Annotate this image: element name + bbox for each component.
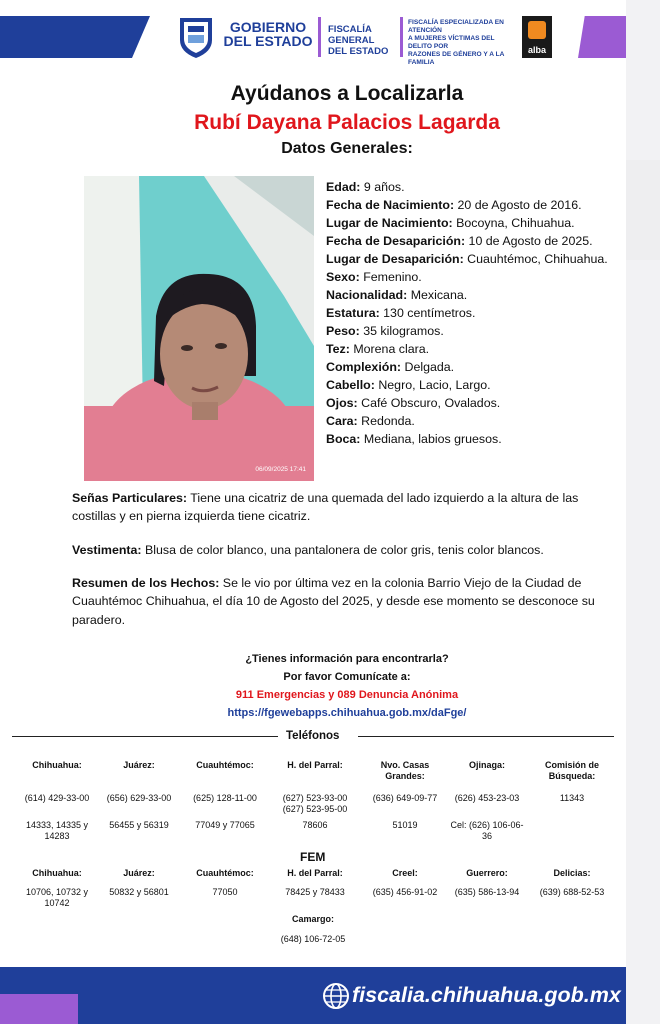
fem-header: Creel: — [392, 868, 418, 878]
tel-cell: (636) 649-09-77 — [372, 793, 438, 803]
tel-cell: (614) 429-33-00 — [24, 793, 90, 803]
telefonos-heading: Teléfonos — [286, 730, 340, 742]
state-shield-icon — [176, 14, 216, 60]
field-label: Cara: — [326, 414, 358, 428]
tel-header: Nvo. Casas Grandes: — [380, 760, 430, 781]
fem-header: Juárez: — [123, 868, 155, 878]
field-label: Estatura: — [326, 306, 380, 320]
field-value: 20 de Agosto de 2016. — [454, 198, 582, 212]
list-item — [326, 232, 616, 250]
senas-particulares — [72, 489, 624, 526]
tel-cell: (626) 453-23-03 — [454, 793, 520, 803]
field-value: Redonda. — [357, 414, 415, 428]
list-item — [326, 376, 616, 394]
tel-cell: 51019 — [392, 820, 418, 830]
field-label: Lugar de Desaparición: — [326, 252, 464, 266]
header-blue-band — [0, 16, 150, 58]
field-label: Lugar de Nacimiento: — [326, 216, 453, 230]
tel-header: H. del Parral: — [287, 760, 343, 770]
field-label: Fecha de Nacimiento: — [326, 198, 455, 212]
tel-header: Juárez: — [123, 760, 155, 770]
field-value: 130 centímetros. — [379, 306, 476, 320]
field-value: Mexicana. — [407, 288, 468, 302]
field-value: Morena clara. — [349, 342, 430, 356]
field-value: Mediana, labios gruesos. — [360, 432, 502, 446]
globe-icon — [322, 982, 350, 1010]
senas-label: Señas Particulares: — [72, 491, 188, 505]
fem-line1: FISCALÍA ESPECIALIZADA EN ATENCIÓN — [408, 19, 504, 34]
fem-cell: (635) 586-13-94 — [454, 887, 520, 897]
fem-line2: A MUJERES VÍCTIMAS DEL DELITO POR — [408, 35, 495, 50]
contact-url-link[interactable]: https://fgewebapps.chihuahua.gob.mx/daFge/ — [227, 707, 467, 719]
tel-header: Ojinaga: — [468, 760, 505, 770]
gobierno-line1: GOBIERNO — [229, 19, 307, 35]
list-item — [326, 178, 616, 196]
contact-question: ¿Tienes información para encontrarla? — [245, 653, 449, 665]
tel-cell: 77049 y 77065 — [195, 820, 255, 830]
field-value: Negro, Lacio, Largo. — [374, 378, 491, 392]
missing-person-photo — [84, 176, 314, 481]
datos-generales-heading: Datos Generales: — [281, 140, 413, 157]
list-item — [326, 430, 616, 448]
field-value: Bocoyna, Chihuahua. — [452, 216, 575, 230]
fem-cell: 78425 y 78433 — [285, 887, 345, 897]
tel-header: Comisión de Búsqueda: — [544, 760, 599, 781]
fem-header: Guerrero: — [466, 868, 508, 878]
field-label: Nacionalidad: — [326, 288, 408, 302]
field-label: Boca: — [326, 432, 361, 446]
gobierno-del-estado-logo — [222, 20, 314, 48]
field-value: 10 de Agosto de 2025. — [465, 234, 593, 248]
divider — [12, 736, 278, 737]
field-label: Ojos: — [326, 396, 358, 410]
fem-cell: (635) 456-91-02 — [372, 887, 438, 897]
fem-cell: (639) 688-52-53 — [539, 887, 605, 897]
tel-cell: 14333, 14335 y 14283 — [25, 820, 89, 841]
fem-header: Chihuahua: — [32, 868, 82, 878]
field-label: Tez: — [326, 342, 350, 356]
gobierno-line2: DEL ESTADO — [223, 33, 313, 49]
list-item — [326, 358, 616, 376]
fem-line3: RAZONES DE GÉNERO Y A LA FAMILIA — [408, 51, 505, 66]
field-label: Cabello: — [326, 378, 375, 392]
photo-timestamp: 06/09/2025 17:41 — [255, 466, 306, 473]
fem-cell: 50832 y 56801 — [109, 887, 169, 897]
tel-cell: (627) 523-93-00 (627) 523-95-00 — [282, 793, 348, 814]
vestimenta-label: Vestimenta: — [72, 543, 142, 557]
header-purple-band — [578, 16, 626, 58]
tel-header: Cuauhtémoc: — [196, 760, 254, 770]
field-value: 35 kilogramos. — [359, 324, 444, 338]
field-value: 9 años. — [360, 180, 405, 194]
resumen-hechos — [72, 574, 624, 629]
resumen-label: Resumen de los Hechos: — [72, 576, 220, 590]
missing-person-name: Rubí Dayana Palacios Lagarda — [194, 111, 500, 134]
list-item — [326, 322, 616, 340]
vestimenta — [72, 541, 624, 559]
footer-website-link[interactable]: fiscalia.chihuahua.gob.mx — [352, 983, 621, 1007]
field-label: Complexión: — [326, 360, 402, 374]
list-item — [326, 250, 616, 268]
tel-cell: (656) 629-33-00 — [106, 793, 172, 803]
vestimenta-value: Blusa de color blanco, una pantalonera de color gris, tenis color blancos. — [141, 543, 544, 557]
alba-label: alba — [527, 45, 546, 55]
list-item — [326, 196, 616, 214]
fem-header: Delicias: — [553, 868, 591, 878]
field-value: Delgada. — [401, 360, 455, 374]
alba-logo — [522, 16, 552, 58]
tel-cell: 56455 y 56319 — [109, 820, 169, 830]
field-value: Femenino. — [359, 270, 422, 284]
tel-cell: (625) 128-11-00 — [193, 793, 257, 803]
tel-cell: 11343 — [559, 793, 585, 803]
tel-cell: 78606 — [302, 820, 328, 830]
divider — [358, 736, 614, 737]
field-label: Peso: — [326, 324, 360, 338]
camargo-value: (648) 106-72-05 — [280, 934, 346, 944]
alba-sun-icon — [528, 21, 546, 39]
field-label: Fecha de Desaparición: — [326, 234, 466, 248]
emergency-numbers: 911 Emergencias y 089 Denuncia Anónima — [235, 689, 459, 701]
list-item — [326, 268, 616, 286]
fem-cell: 10706, 10732 y 10742 — [25, 887, 89, 908]
resumen-value: Se le vio por última vez en la colonia Barrio Viejo de la Ciudad de Cuauhtémoc Chihuahua, el día 10 de Agosto del 2025, y desde ese momento se desconoce su paradero. — [72, 576, 595, 627]
list-item — [326, 304, 616, 322]
list-item — [326, 286, 616, 304]
tel-cell: Cel: (626) 106-06-36 — [450, 820, 524, 841]
header-divider — [318, 17, 321, 57]
fem-logo-text — [408, 19, 520, 67]
list-item — [326, 394, 616, 412]
field-label: Edad: — [326, 180, 361, 194]
footer-purple-corner — [0, 994, 78, 1024]
camargo-label: Camargo: — [291, 914, 334, 924]
fiscalia-general-logo — [328, 24, 398, 57]
field-label: Sexo: — [326, 270, 360, 284]
senas-value: Tiene una cicatriz de una quemada del lado izquierdo a la altura de las costillas y en pierna izquierda tiene cicatriz. — [72, 491, 579, 524]
fem-cell: 77050 — [212, 887, 238, 897]
list-item — [326, 214, 616, 232]
list-item — [326, 340, 616, 358]
fiscalia-line2: DEL ESTADO — [328, 46, 389, 57]
page-heading: Ayúdanos a Localizarla — [230, 82, 464, 105]
fem-heading: FEM — [300, 850, 326, 864]
field-value: Café Obscuro, Ovalados. — [357, 396, 501, 410]
field-value: Cuauhtémoc, Chihuahua. — [463, 252, 608, 266]
tel-header: Chihuahua: — [32, 760, 82, 770]
contact-please: Por favor Comunícate a: — [283, 671, 411, 683]
fem-header: Cuauhtémoc: — [196, 868, 254, 878]
fem-header: H. del Parral: — [287, 868, 343, 878]
list-item — [326, 412, 616, 430]
header-divider — [400, 17, 403, 57]
fiscalia-line1: FISCALÍA GENERAL — [328, 24, 375, 46]
datos-generales-list — [326, 178, 616, 448]
